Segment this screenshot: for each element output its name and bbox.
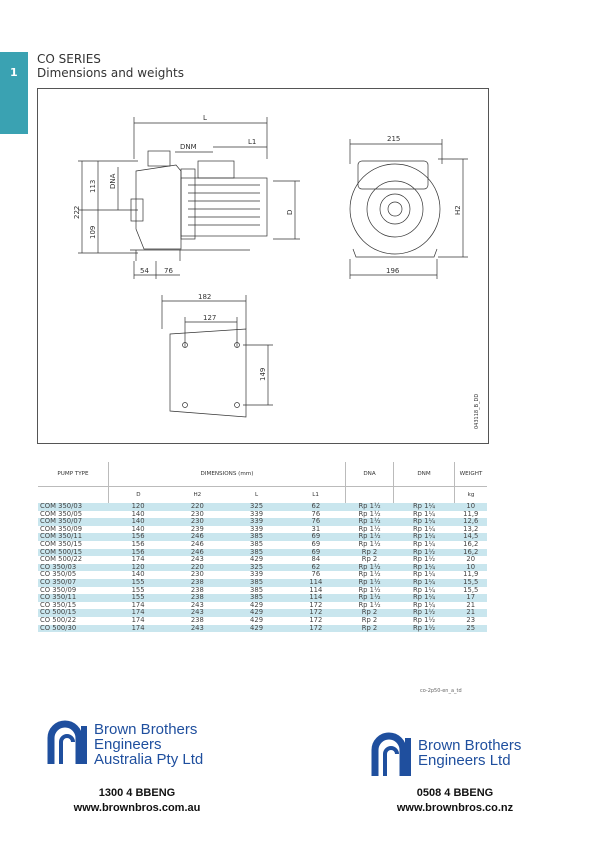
table-cell: 174 [131, 600, 145, 609]
table-cell: 156 [109, 533, 168, 541]
table-cell: 243 [190, 555, 204, 564]
table-cell: 76 [311, 570, 321, 579]
table-cell: Rp 1½ [346, 503, 394, 511]
dim-149-label: 149 [259, 367, 267, 381]
table-cell: 16,2 [463, 539, 479, 548]
table-cell: Rp 2 [346, 549, 394, 557]
table-cell: Rp 1¼ [412, 539, 436, 548]
table-cell: Rp 1¼ [412, 524, 436, 533]
table-cell: Rp 1½ [394, 625, 455, 633]
table-cell: CO 350/03 [38, 564, 109, 572]
table-cell: 174 [131, 555, 145, 564]
table-cell: Rp 1½ [358, 524, 381, 533]
col-kg: kg [455, 487, 488, 504]
pump-front-view [350, 135, 468, 279]
table-cell: 155 [109, 579, 168, 587]
table-cell: 172 [286, 625, 345, 633]
table-cell: 120 [109, 503, 168, 511]
table-cell: 243 [168, 625, 227, 633]
table-cell: 62 [286, 503, 345, 511]
col-dna: DNA [346, 462, 394, 487]
table-cell: 230 [168, 518, 227, 526]
dim-109-label: 109 [89, 225, 97, 239]
table-cell: Rp 2 [346, 625, 394, 633]
table-cell: 14,5 [455, 533, 488, 541]
table-cell: 429 [227, 625, 286, 633]
table-cell: Rp 1½ [412, 615, 436, 624]
table-cell: CO 350/07 [38, 579, 109, 587]
table-cell: 220 [168, 503, 227, 511]
table-cell: 339 [250, 524, 264, 533]
table-cell: Rp 1½ [358, 600, 381, 609]
table-cell: 15,5 [463, 585, 479, 594]
dim-L-label: L [203, 114, 207, 122]
technical-drawing [37, 88, 489, 444]
table-cell: Rp 1½ [394, 609, 455, 617]
col-d: D [109, 487, 168, 504]
dim-222-label: 222 [73, 205, 81, 219]
table-cell: 174 [131, 615, 145, 624]
dim-196-label: 196 [386, 267, 400, 275]
dim-D-label: D [286, 209, 294, 215]
table-cell: 10 [455, 564, 488, 572]
page-subtitle: Dimensions and weights [37, 66, 184, 80]
table-cell: 21 [466, 600, 476, 609]
table-cell: 76 [286, 518, 345, 526]
table-cell: 339 [250, 509, 264, 518]
table-cell: COM 350/07 [38, 518, 109, 526]
table-cell: CO 350/05 [40, 570, 77, 579]
table-cell: 11,9 [463, 570, 479, 579]
table-cell: 429 [250, 615, 264, 624]
table-cell: 31 [311, 524, 321, 533]
series-title: CO SERIES [37, 52, 101, 66]
table-cell: 12,6 [455, 518, 488, 526]
pump-base-view [162, 293, 273, 417]
au-brand-line3: Australia Pty Ltd [94, 751, 204, 768]
dim-54-label: 54 [140, 267, 149, 275]
table-cell: 69 [286, 549, 345, 557]
au-website-link[interactable]: www.brownbros.com.au [73, 802, 201, 814]
dim-182-label: 182 [198, 293, 212, 301]
table-cell: 155 [131, 585, 145, 594]
table-cell: COM 350/05 [40, 509, 83, 518]
table-cell: 238 [168, 579, 227, 587]
drawing-code: 043118_B_DD [474, 393, 480, 429]
table-cell: CO 500/22 [40, 615, 77, 624]
table-cell: Rp 1½ [358, 539, 381, 548]
table-cell: 156 [109, 549, 168, 557]
table-cell: COM 350/11 [38, 533, 109, 541]
pump-side-view [73, 114, 300, 279]
table-cell: Rp 1¼ [412, 585, 436, 594]
table-cell: Rp 1¼ [394, 579, 455, 587]
table-cell: 238 [190, 615, 204, 624]
table-cell: 246 [168, 533, 227, 541]
table-cell: COM 500/22 [40, 555, 83, 564]
nz-brand-name [418, 738, 521, 768]
nz-brand-line2: Engineers Ltd [418, 752, 511, 769]
table-cell: 220 [168, 564, 227, 572]
table-cell: 172 [309, 615, 323, 624]
section-number: 1 [10, 66, 18, 79]
table-cell: 339 [227, 518, 286, 526]
dim-215-label: 215 [387, 135, 401, 143]
nz-brand-line1: Brown Brothers [418, 737, 522, 754]
table-row [38, 625, 487, 633]
table-cell: 429 [250, 555, 264, 564]
table-cell: 230 [190, 509, 204, 518]
table-cell: 246 [190, 539, 204, 548]
table-cell: 11,9 [463, 509, 479, 518]
table-cell: Rp 1½ [346, 579, 394, 587]
table-cell: Rp 1½ [358, 509, 381, 518]
table-cell: 174 [109, 609, 168, 617]
table-cell: 339 [250, 570, 264, 579]
table-cell: COM 350/09 [40, 524, 83, 533]
dim-H2-label: H2 [454, 205, 462, 215]
table-cell: 21 [455, 609, 488, 617]
table-cell: 243 [168, 609, 227, 617]
table-cell: 15,5 [455, 579, 488, 587]
col-h2: H2 [193, 492, 202, 498]
page-title [37, 52, 184, 80]
table-cell: CO 350/15 [40, 600, 77, 609]
table-cell: 429 [227, 609, 286, 617]
table-cell: 140 [131, 524, 145, 533]
col-dnm: DNM [394, 462, 455, 487]
table-cell: Rp 1¼ [394, 503, 455, 511]
table-cell: Rp 1¼ [394, 594, 455, 602]
table-cell: Rp 1¼ [394, 518, 455, 526]
au-brand-line2: Engineers [94, 736, 162, 753]
table-cell: Rp 1¼ [394, 564, 455, 572]
table-cell: 76 [311, 509, 321, 518]
table-cell: Rp 1½ [394, 549, 455, 557]
table-cell: 239 [190, 524, 204, 533]
table-cell: 140 [109, 518, 168, 526]
table-cell: 23 [466, 615, 476, 624]
col-l1: L1 [312, 492, 319, 498]
section-tab [0, 52, 28, 134]
table-cell: COM 500/15 [38, 549, 109, 557]
table-cell: COM 350/15 [40, 539, 83, 548]
table-cell: CO 350/11 [38, 594, 109, 602]
nz-website-link[interactable]: www.brownbros.co.nz [396, 802, 514, 814]
table-cell: 238 [168, 594, 227, 602]
table-cell: 10 [455, 503, 488, 511]
table-cell: 13,2 [463, 524, 479, 533]
dim-127-label: 127 [203, 314, 217, 322]
table-cell: 69 [311, 539, 321, 548]
table-cell: Rp 1½ [412, 555, 436, 564]
nz-contact [370, 786, 540, 816]
table-cell: 20 [466, 555, 476, 564]
dim-DNM-label: DNM [180, 143, 197, 151]
table-cell: CO 350/09 [40, 585, 77, 594]
table-cell: 62 [286, 564, 345, 572]
table-cell: Rp 1½ [346, 533, 394, 541]
au-brand-name [94, 722, 203, 767]
dim-DNA-label: DNA [109, 173, 117, 189]
table-cell: 385 [250, 539, 264, 548]
table-cell: CO 500/30 [38, 625, 109, 633]
table-cell: 243 [190, 600, 204, 609]
table-cell: 114 [286, 594, 345, 602]
au-phone: 1300 4 BBENG [98, 787, 176, 799]
table-cell: COM 350/03 [38, 503, 109, 511]
table-cell: 69 [286, 533, 345, 541]
col-pump-type: PUMP TYPE [38, 462, 109, 487]
table-cell: Rp 2 [361, 555, 378, 564]
table-cell: 325 [227, 503, 286, 511]
dim-L1-label: L1 [248, 138, 257, 146]
table-cell: 172 [309, 600, 323, 609]
table-cell: 16,2 [455, 549, 488, 557]
table-cell: 25 [455, 625, 488, 633]
table-cell: 140 [131, 509, 145, 518]
table-cell: 174 [109, 625, 168, 633]
table-cell: 246 [168, 549, 227, 557]
table-cell: Rp 1¼ [412, 509, 436, 518]
dim-76-label: 76 [164, 267, 173, 275]
table-cell: Rp 2 [361, 615, 378, 624]
table-cell: 114 [309, 585, 323, 594]
table-cell: Rp 1¼ [412, 570, 436, 579]
col-weight: WEIGHT [455, 462, 488, 487]
dimensions-table [38, 462, 487, 632]
table-cell: 156 [131, 539, 145, 548]
table-cell: 230 [190, 570, 204, 579]
col-dimensions: DIMENSIONS (mm) [109, 462, 346, 487]
table-cell: 325 [227, 564, 286, 572]
table-cell: Rp 1½ [358, 570, 381, 579]
table-cell: Rp 1¼ [412, 600, 436, 609]
table-cell: 114 [286, 579, 345, 587]
table-cell: 385 [227, 533, 286, 541]
table-cell: Rp 1½ [346, 564, 394, 572]
table-cell: 17 [455, 594, 488, 602]
table-cell: 385 [227, 549, 286, 557]
table-note: co-2p50-en_a_td [420, 688, 462, 694]
au-contact [52, 786, 222, 816]
table-cell: 385 [227, 579, 286, 587]
table-cell: Rp 1½ [346, 518, 394, 526]
table-cell: Rp 2 [346, 609, 394, 617]
table-cell: 429 [250, 600, 264, 609]
table-cell: 238 [190, 585, 204, 594]
table-cell: 385 [227, 594, 286, 602]
au-brand-line1: Brown Brothers [94, 721, 198, 738]
au-logo-icon [47, 718, 91, 766]
nz-logo-icon [371, 730, 415, 778]
table-cell: 84 [311, 555, 321, 564]
table-cell: 140 [131, 570, 145, 579]
table-cell: Rp 1½ [358, 585, 381, 594]
table-cell: 155 [109, 594, 168, 602]
dim-113-label: 113 [89, 179, 97, 193]
col-l: L [254, 492, 259, 498]
table-cell: Rp 1½ [346, 594, 394, 602]
table-cell: 385 [250, 585, 264, 594]
table-cell: 172 [286, 609, 345, 617]
nz-phone: 0508 4 BBENG [416, 787, 494, 799]
table-cell: CO 500/15 [38, 609, 109, 617]
table-cell: 120 [109, 564, 168, 572]
table-cell: Rp 1¼ [394, 533, 455, 541]
